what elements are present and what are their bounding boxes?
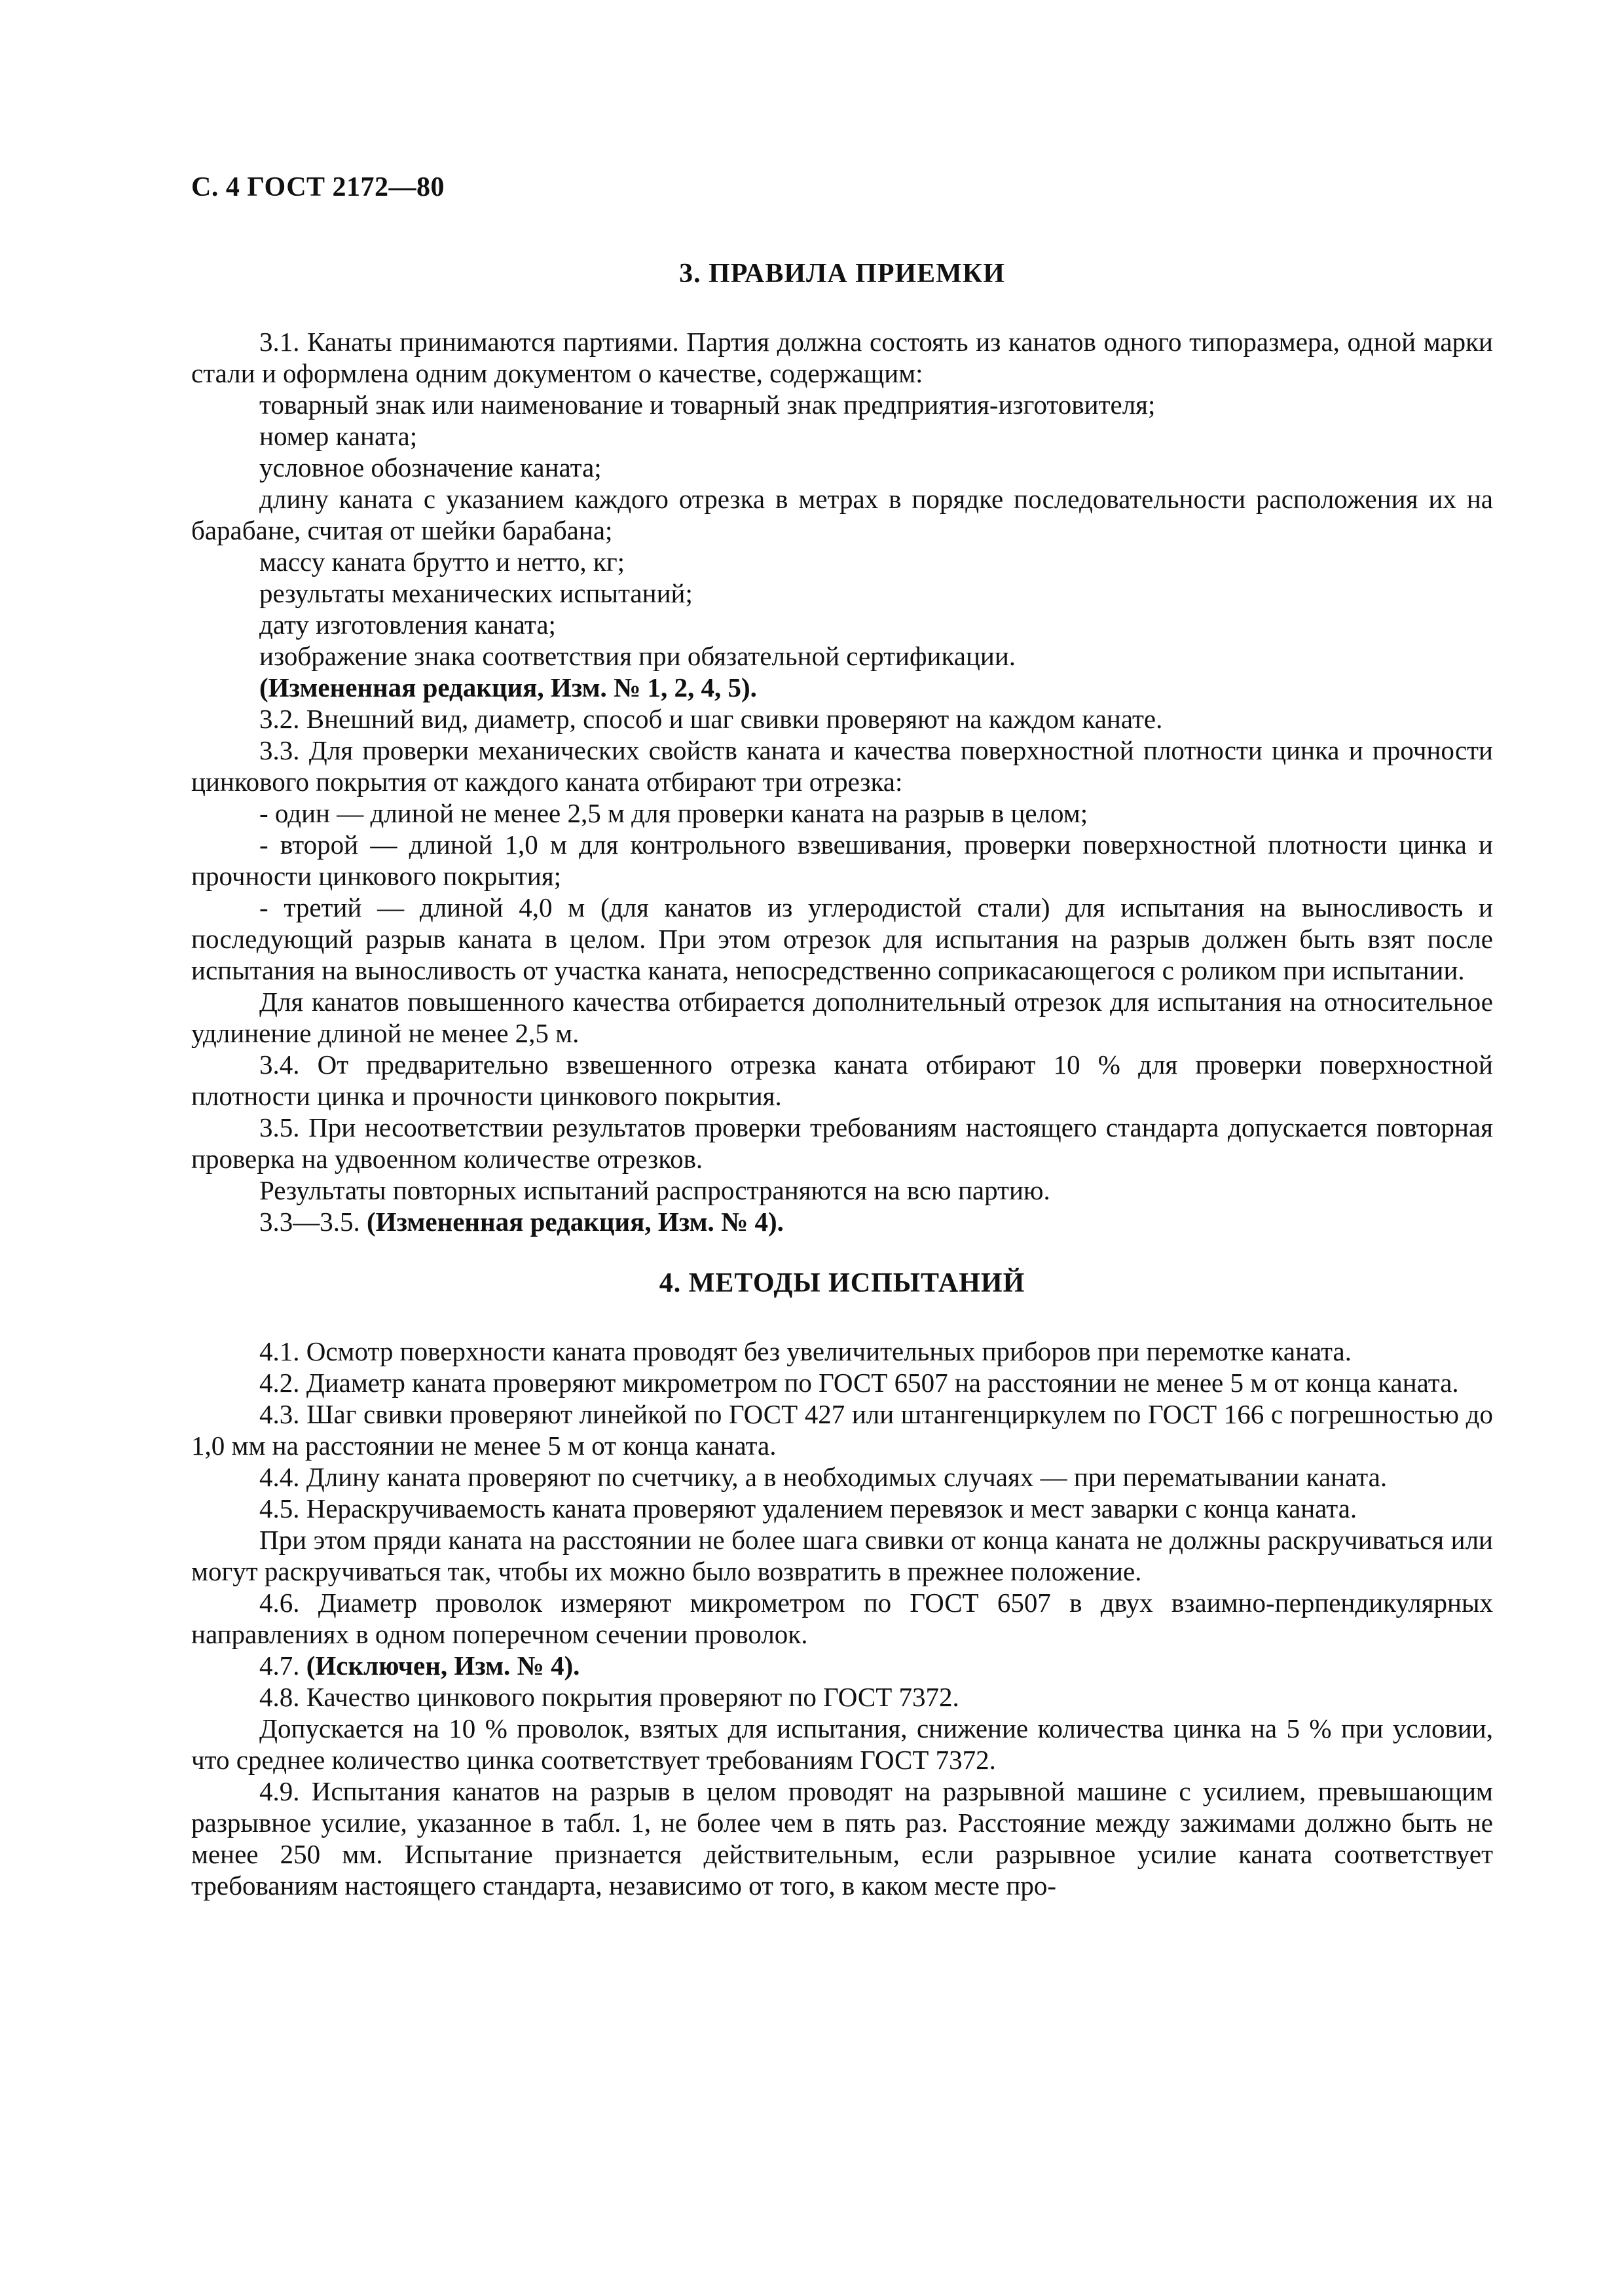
paragraph-4-2: 4.2. Диаметр каната проверяют микрометром по ГОСТ 6507 на расстоянии не менее 5 м от конца каната. xyxy=(259,1368,1459,1398)
paragraph-4-5: 4.5. Нераскручиваемость каната проверяют удалением перевязок и мест заварки с конца каната. xyxy=(259,1493,1357,1523)
paragraph-4-4: 4.4. Длину каната проверяют по счетчику, а в необходимых случаях — при перематывании каната. xyxy=(259,1462,1388,1492)
amendment-note-3-3-3-5 xyxy=(191,1206,1493,1237)
paragraph-3-3: 3.3. Для проверки механических свойств каната и качества поверхностной плотности цинка и прочности цинкового покрытия от каждого каната отбирают три отрезка: xyxy=(191,735,1493,797)
paragraph-4-7 xyxy=(191,1650,1493,1681)
list-item-third-sample: - третий — длиной 4,0 м (для канатов из углеродистой стали) для испытания на выносливость и последующий разрыв каната в целом. При этом отрезок для испытания на разрыв должен быть взят после испытания на выносливость от участка каната, непосредственно соприкасающегося с роликом при испытании. xyxy=(191,892,1493,985)
section-3-title: 3. ПРАВИЛА ПРИЕМКИ xyxy=(679,259,1005,289)
list-item-mech-results: результаты механических испытаний; xyxy=(259,578,693,608)
clause-number-4-7: 4.7. xyxy=(259,1650,300,1681)
list-item-date: дату изготовления каната; xyxy=(259,610,556,640)
paragraph-4-8: 4.8. Качество цинкового покрытия проверяют по ГОСТ 7372. xyxy=(259,1682,959,1712)
paragraph-4-1: 4.1. Осмотр поверхности каната проводят без увеличительных приборов при перемотке каната. xyxy=(259,1336,1352,1366)
paragraph-3-5: 3.5. При несоответствии результатов проверки требованиям настоящего стандарта допускается повторная проверка на удвоенном количестве отрезков. xyxy=(191,1112,1493,1174)
list-item-rope-number: номер каната; xyxy=(259,421,418,451)
list-item-length: длину каната с указанием каждого отрезка в метрах в порядке последовательности расположения их на барабане, считая от шейки барабана; xyxy=(191,484,1493,545)
paragraph-3-4: 3.4. От предварительно взвешенного отрезка каната отбирают 10 % для проверки поверхностной плотности цинка и прочности цинкового покрытия. xyxy=(191,1049,1493,1111)
paragraph-zinc-tolerance: Допускается на 10 % проволок, взятых для испытания, снижение количества цинка на 5 % при условии, что среднее количество цинка соответствует требованиям ГОСТ 7372. xyxy=(191,1713,1493,1775)
list-item-mass: массу каната брутто и нетто, кг; xyxy=(259,547,625,577)
paragraph-4-5-continued: При этом пряди каната на расстоянии не более шага свивки от конца каната не должны раскручиваться или могут раскручиваться так, чтобы их можно было возвратить в прежнее положение. xyxy=(191,1525,1493,1586)
list-item-second-sample: - второй — длиной 1,0 м для контрольного взвешивания, проверки поверхностной плотности цинка и прочности цинкового покрытия; xyxy=(191,829,1493,891)
list-item-trademark: товарный знак или наименование и товарный знак предприятия-изготовителя; xyxy=(259,390,1156,420)
paragraph-extra-sample: Для канатов повышенного качества отбирается дополнительный отрезок для испытания на относительное удлинение длиной не менее 2,5 м. xyxy=(191,987,1493,1048)
paragraph-4-3: 4.3. Шаг свивки проверяют линейкой по ГОСТ 427 или штангенциркулем по ГОСТ 166 с погрешностью до 1,0 мм на расстоянии не менее 5 м от конца каната. xyxy=(191,1399,1493,1461)
paragraph-retest-results: Результаты повторных испытаний распространяются на всю партию. xyxy=(259,1175,1050,1205)
amendment-range: 3.3—3.5. xyxy=(259,1207,360,1237)
page-header: С. 4 ГОСТ 2172—80 xyxy=(191,172,445,202)
amendment-text: (Измененная редакция, Изм. № 4). xyxy=(367,1207,784,1237)
paragraph-3-1: 3.1. Канаты принимаются партиями. Партия должна состоять из канатов одного типоразмера, одной марки стали и оформлена одним документом о качестве, содержащим: xyxy=(191,327,1493,388)
list-item-designation: условное обозначение каната; xyxy=(259,452,602,483)
excluded-note: (Исключен, Изм. № 4). xyxy=(306,1650,580,1681)
amendment-note-3-1: (Измененная редакция, Изм. № 1, 2, 4, 5). xyxy=(259,672,757,702)
paragraph-4-6: 4.6. Диаметр проволок измеряют микрометром по ГОСТ 6507 в двух взаимно-перпендикулярных направлениях в одном поперечном сечении проволок. xyxy=(191,1588,1493,1649)
list-item-first-sample: - один — длиной не менее 2,5 м для проверки каната на разрыв в целом; xyxy=(259,798,1088,828)
section-4-title: 4. МЕТОДЫ ИСПЫТАНИЙ xyxy=(659,1268,1025,1298)
list-item-conformity-mark: изображение знака соответствия при обязательной сертификации. xyxy=(259,641,1016,671)
paragraph-4-9: 4.9. Испытания канатов на разрыв в целом проводят на разрывной машине с усилием, превышающим разрывное усилие, указанное в табл. 1, не более чем в пять раз. Расстояние между зажимами должно быть не менее 250 мм. Испытание признается действительным, если разрывное усилие каната соответствует требованиям настоящего стандарта, независимо от того, в каком месте про- xyxy=(191,1776,1493,1901)
paragraph-3-2: 3.2. Внешний вид, диаметр, способ и шаг свивки проверяют на каждом канате. xyxy=(259,704,1163,734)
